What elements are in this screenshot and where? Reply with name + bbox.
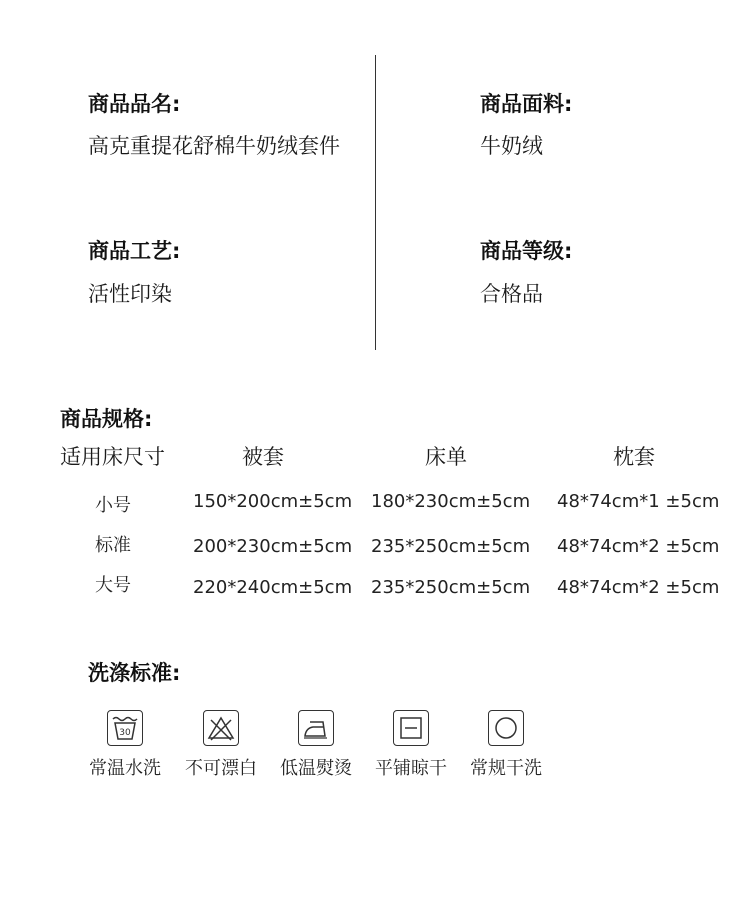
- care-item-wash: [84, 710, 166, 780]
- wash-30-icon: [107, 710, 143, 746]
- dry-clean-icon: [488, 710, 524, 746]
- cell-duvet-standard: 200*230cm±5cm: [193, 536, 353, 557]
- care-title: 洗涤标准:: [88, 661, 181, 685]
- care-item-flat-dry: [370, 710, 452, 780]
- cell-pillow-large: 48*74cm*2 ±5cm: [557, 577, 720, 598]
- care-label-no-bleach: 不可漂白: [185, 758, 257, 779]
- cell-pillow-standard: 48*74cm*2 ±5cm: [557, 536, 720, 557]
- care-label-low-iron: 低温熨烫: [280, 758, 352, 779]
- center-divider: [375, 55, 376, 350]
- care-label-wash: 常温水洗: [89, 758, 161, 779]
- header-duvet: 被套: [242, 445, 284, 469]
- care-item-dry-clean: [465, 710, 547, 780]
- wash-temp: 30: [119, 728, 131, 738]
- spec-title: 商品规格:: [60, 407, 153, 431]
- care-label-flat-dry: 平铺晾干: [375, 758, 447, 779]
- craft-label: 商品工艺:: [88, 239, 181, 263]
- flat-dry-icon: [393, 710, 429, 746]
- row-size-small: 小号: [95, 495, 131, 516]
- fabric-value: 牛奶绒: [480, 134, 543, 158]
- cell-sheet-large: 235*250cm±5cm: [371, 577, 531, 598]
- fabric-label: 商品面料:: [480, 92, 573, 116]
- cell-sheet-small: 180*230cm±5cm: [371, 491, 531, 512]
- craft-value: 活性印染: [88, 282, 172, 306]
- grade-label: 商品等级:: [480, 239, 573, 263]
- care-item-no-bleach: [180, 710, 262, 780]
- cell-duvet-small: 150*200cm±5cm: [193, 491, 353, 512]
- care-label-dry-clean: 常规干洗: [470, 758, 542, 779]
- cell-pillow-small: 48*74cm*1 ±5cm: [557, 491, 720, 512]
- care-item-low-iron: [275, 710, 357, 780]
- header-sheet: 床单: [425, 445, 467, 469]
- header-bed-size: 适用床尺寸: [60, 445, 165, 469]
- cell-duvet-large: 220*240cm±5cm: [193, 577, 353, 598]
- row-size-standard: 标准: [95, 535, 131, 556]
- cell-sheet-standard: 235*250cm±5cm: [371, 536, 531, 557]
- name-label: 商品品名:: [88, 92, 181, 116]
- header-pillow: 枕套: [613, 445, 655, 469]
- no-bleach-icon: [203, 710, 239, 746]
- row-size-large: 大号: [95, 575, 131, 596]
- name-value: 高克重提花舒棉牛奶绒套件: [88, 134, 340, 158]
- grade-value: 合格品: [480, 282, 543, 306]
- low-iron-icon: [298, 710, 334, 746]
